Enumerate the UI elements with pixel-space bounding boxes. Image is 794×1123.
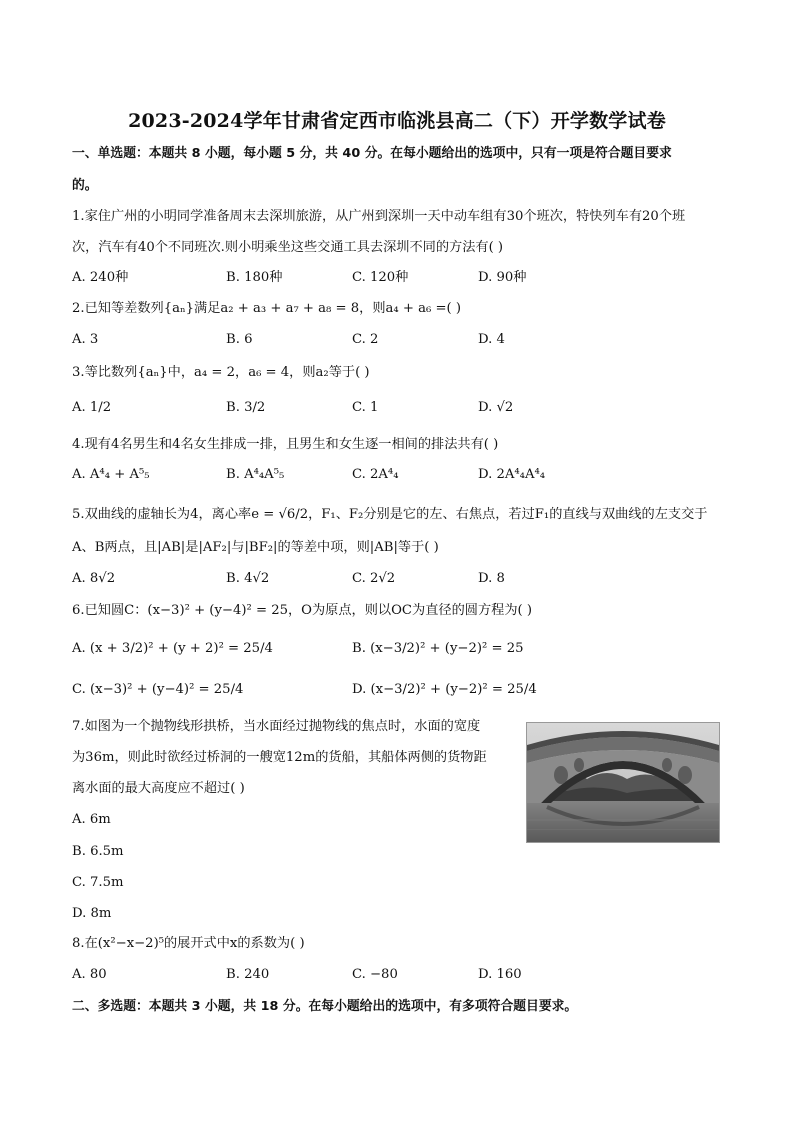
q3-text: 3.等比数列{aₙ}中，a₄ = 2，a₆ = 4，则a₂等于( ) bbox=[72, 365, 370, 380]
q2-option-d: D. 4 bbox=[478, 332, 505, 347]
q7-text-cont2: 离水面的最大高度应不超过( ) bbox=[72, 781, 245, 796]
q7-text-cont: 为36m，则此时欲经过桥洞的一艘宽12m的货船，其船体两侧的货物距 bbox=[72, 750, 487, 765]
q3-option-a: A. 1/2 bbox=[72, 400, 112, 415]
q1-option-c: C. 120种 bbox=[352, 270, 409, 285]
q7-option-b: B. 6.5m bbox=[72, 844, 124, 859]
q3-option-c: C. 1 bbox=[352, 400, 379, 415]
q8-option-b: B. 240 bbox=[226, 967, 270, 982]
q1-option-d: D. 90种 bbox=[478, 270, 527, 285]
section2-header: 二、多选题：本题共 3 小题，共 18 分。在每小题给出的选项中，有多项符合题目要求。 bbox=[72, 999, 578, 1014]
q7-option-a: A. 6m bbox=[72, 812, 111, 827]
q7-text: 7.如图为一个抛物线形拱桥，当水面经过抛物线的焦点时，水面的宽度 bbox=[72, 719, 481, 734]
q3-option-b: B. 3/2 bbox=[226, 400, 266, 415]
q6-option-b: B. (x−3/2)² + (y−2)² = 25 bbox=[352, 641, 524, 656]
q7-option-c: C. 7.5m bbox=[72, 875, 124, 890]
q6-text: 6.已知圆C：(x−3)² + (y−4)² = 25，O为原点，则以OC为直径的圆方程为( ) bbox=[72, 603, 532, 618]
q8-text: 8.在(x²−x−2)⁵的展开式中x的系数为( ) bbox=[72, 936, 305, 951]
q5-text: 5.双曲线的虚轴长为4，离心率e = √6/2，F₁、F₂分别是它的左、右焦点，若过F₁的直线与双曲线的左支交于 bbox=[72, 507, 708, 522]
q5-option-a: A. 8√2 bbox=[72, 571, 116, 586]
q2-option-b: B. 6 bbox=[226, 332, 253, 347]
q5-option-b: B. 4√2 bbox=[226, 571, 270, 586]
q4-option-d: D. 2A⁴₄A⁴₄ bbox=[478, 467, 546, 482]
q3-option-d: D. √2 bbox=[478, 400, 514, 415]
q2-option-a: A. 3 bbox=[72, 332, 99, 347]
q1-option-a: A. 240种 bbox=[72, 270, 129, 285]
q4-option-a: A. A⁴₄ + A⁵₅ bbox=[72, 467, 150, 482]
q1-text-cont: 次，汽车有40个不同班次.则小明乘坐这些交通工具去深圳不同的方法有( ) bbox=[72, 240, 504, 255]
q6-option-c: C. (x−3)² + (y−4)² = 25/4 bbox=[72, 682, 244, 697]
q6-option-a: A. (x + 3/2)² + (y + 2)² = 25/4 bbox=[72, 641, 273, 656]
q1-option-b: B. 180种 bbox=[226, 270, 283, 285]
q5-option-c: C. 2√2 bbox=[352, 571, 396, 586]
q8-option-c: C. −80 bbox=[352, 967, 398, 982]
q4-option-c: C. 2A⁴₄ bbox=[352, 467, 399, 482]
q8-option-d: D. 160 bbox=[478, 967, 522, 982]
q5-text-cont: A、B两点，且|AB|是|AF₂|与|BF₂|的等差中项，则|AB|等于( ) bbox=[72, 540, 439, 555]
q2-option-c: C. 2 bbox=[352, 332, 379, 347]
q8-option-a: A. 80 bbox=[72, 967, 107, 982]
q6-option-d: D. (x−3/2)² + (y−2)² = 25/4 bbox=[352, 682, 537, 697]
section1-header: 一、单选题：本题共 8 小题，每小题 5 分，共 40 分。在每小题给出的选项中，只有一项是符合题目要求 bbox=[72, 146, 672, 161]
arch-bridge-illustration bbox=[527, 723, 719, 842]
section1-header-cont: 的。 bbox=[72, 178, 98, 193]
q4-text: 4.现有4名男生和4名女生排成一排，且男生和女生逐一相间的排法共有( ) bbox=[72, 437, 499, 452]
q7-option-d: D. 8m bbox=[72, 906, 112, 921]
q5-option-d: D. 8 bbox=[478, 571, 505, 586]
page-title: 2023-2024学年甘肃省定西市临洮县高二（下）开学数学试卷 bbox=[128, 110, 666, 132]
q2-text: 2.已知等差数列{aₙ}满足a₂ + a₃ + a₇ + a₈ = 8，则a₄ + a₆ =( ) bbox=[72, 301, 461, 316]
arch-bridge-photo bbox=[526, 722, 720, 843]
q4-option-b: B. A⁴₄A⁵₅ bbox=[226, 467, 285, 482]
q1-text: 1.家住广州的小明同学准备周末去深圳旅游，从广州到深圳一天中动车组有30个班次，特快列车有20个班 bbox=[72, 209, 686, 224]
